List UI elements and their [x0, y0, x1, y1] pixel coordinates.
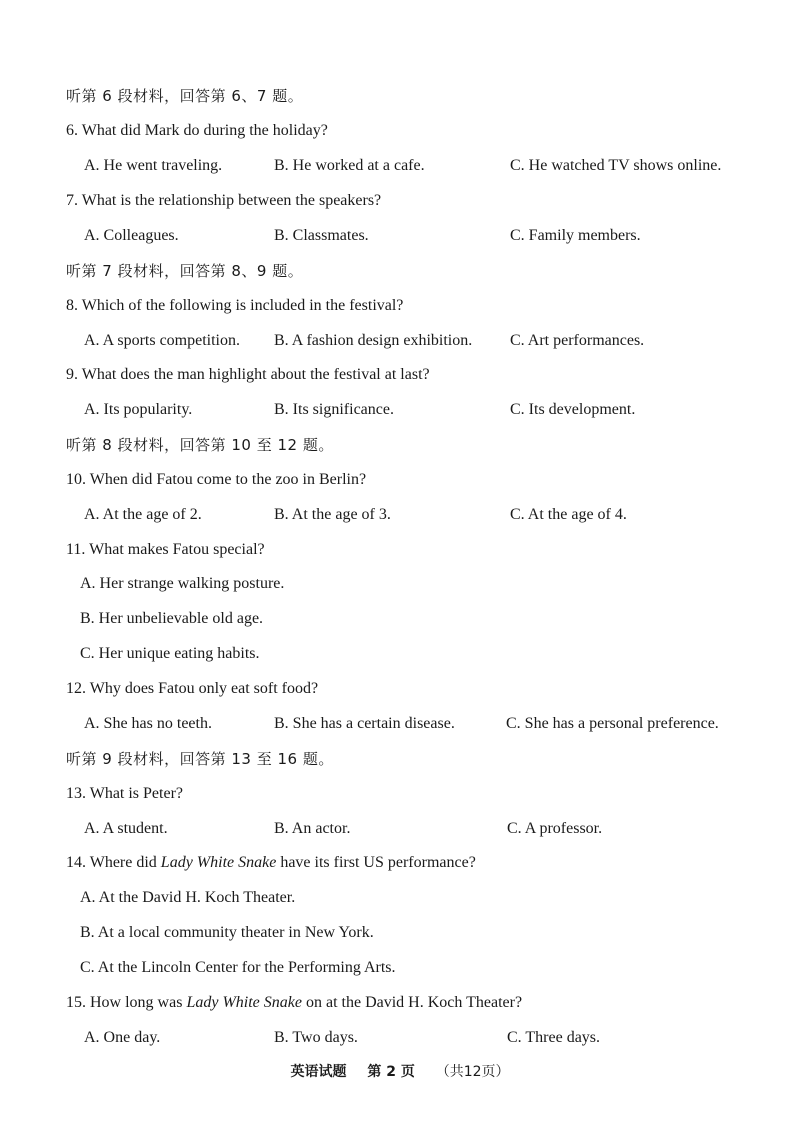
question-8: 8. Which of the following is included in the festival? [66, 297, 404, 314]
option-a: A. At the David H. Koch Theater. [80, 889, 296, 906]
options-7 [0, 221, 800, 251]
option-a: A. At the age of 2. [84, 506, 202, 523]
option-b: B. Classmates. [274, 227, 369, 244]
page-footer [0, 1061, 800, 1081]
option-c: C. Family members. [510, 227, 641, 244]
question-11: 11. What makes Fatou special? [66, 541, 265, 558]
option-a: A. A sports competition. [84, 332, 240, 349]
question-15 [66, 988, 522, 1018]
option-a: A. Its popularity. [84, 401, 193, 418]
option-b: B. Its significance. [274, 401, 394, 418]
play-title: Lady White Snake [160, 854, 277, 871]
options-8 [0, 326, 800, 356]
section-heading: 听第 9 段材料，回答第 13 至 16 题。 [66, 750, 334, 768]
option-a: A. A student. [84, 820, 168, 837]
footer-total-pages: （共12页） [435, 1064, 510, 1080]
question-7: 7. What is the relationship between the speakers? [66, 192, 382, 209]
question-text: 14. Where did [66, 854, 161, 871]
option-c: C. Its development. [510, 401, 636, 418]
option-c: C. Art performances. [510, 332, 645, 349]
question-14 [66, 848, 476, 878]
option-b: B. Two days. [274, 1029, 358, 1046]
options-10 [0, 500, 800, 530]
options-15 [0, 1023, 800, 1053]
option-b: B. A fashion design exhibition. [274, 332, 473, 349]
option-c: C. He watched TV shows online. [510, 157, 722, 174]
option-b: B. She has a certain disease. [274, 715, 455, 732]
question-13: 13. What is Peter? [66, 785, 184, 802]
question-9: 9. What does the man highlight about the festival at last? [66, 366, 430, 383]
option-b: B. At a local community theater in New York. [80, 924, 374, 941]
footer-subject: 英语试题 [290, 1064, 347, 1080]
option-b: B. At the age of 3. [274, 506, 391, 523]
options-13 [0, 814, 800, 844]
section-heading: 听第 7 段材料，回答第 8、9 题。 [66, 262, 304, 280]
play-title: Lady White Snake [186, 994, 302, 1011]
section-heading: 听第 8 段材料，回答第 10 至 12 题。 [66, 436, 334, 454]
option-a: A. She has no teeth. [84, 715, 212, 732]
option-c: C. Three days. [507, 1029, 601, 1046]
question-12: 12. Why does Fatou only eat soft food? [66, 680, 319, 697]
question-text: have its first US performance? [276, 854, 476, 871]
options-9 [0, 395, 800, 425]
option-a: A. Her strange walking posture. [80, 575, 285, 592]
option-c: C. At the age of 4. [510, 506, 627, 523]
option-c: C. She has a personal preference. [506, 715, 719, 732]
question-6: 6. What did Mark do during the holiday? [66, 122, 328, 139]
options-6 [0, 151, 800, 181]
option-c: C. Her unique eating habits. [80, 645, 260, 662]
option-a: A. Colleagues. [84, 227, 179, 244]
option-b: B. He worked at a cafe. [274, 157, 425, 174]
option-c: C. A professor. [507, 820, 603, 837]
question-10: 10. When did Fatou come to the zoo in Berlin? [66, 471, 367, 488]
option-a: A. One day. [84, 1029, 161, 1046]
section-heading: 听第 6 段材料，回答第 6、7 题。 [66, 87, 304, 105]
footer-page-number: 第 2 页 [367, 1064, 415, 1080]
option-b: B. Her unbelievable old age. [80, 610, 264, 627]
option-a: A. He went traveling. [84, 157, 223, 174]
option-b: B. An actor. [274, 820, 351, 837]
options-12 [0, 709, 800, 739]
question-text: 15. How long was [66, 994, 187, 1011]
question-text: on at the David H. Koch Theater? [301, 994, 523, 1011]
option-c: C. At the Lincoln Center for the Performing Arts. [80, 959, 396, 976]
